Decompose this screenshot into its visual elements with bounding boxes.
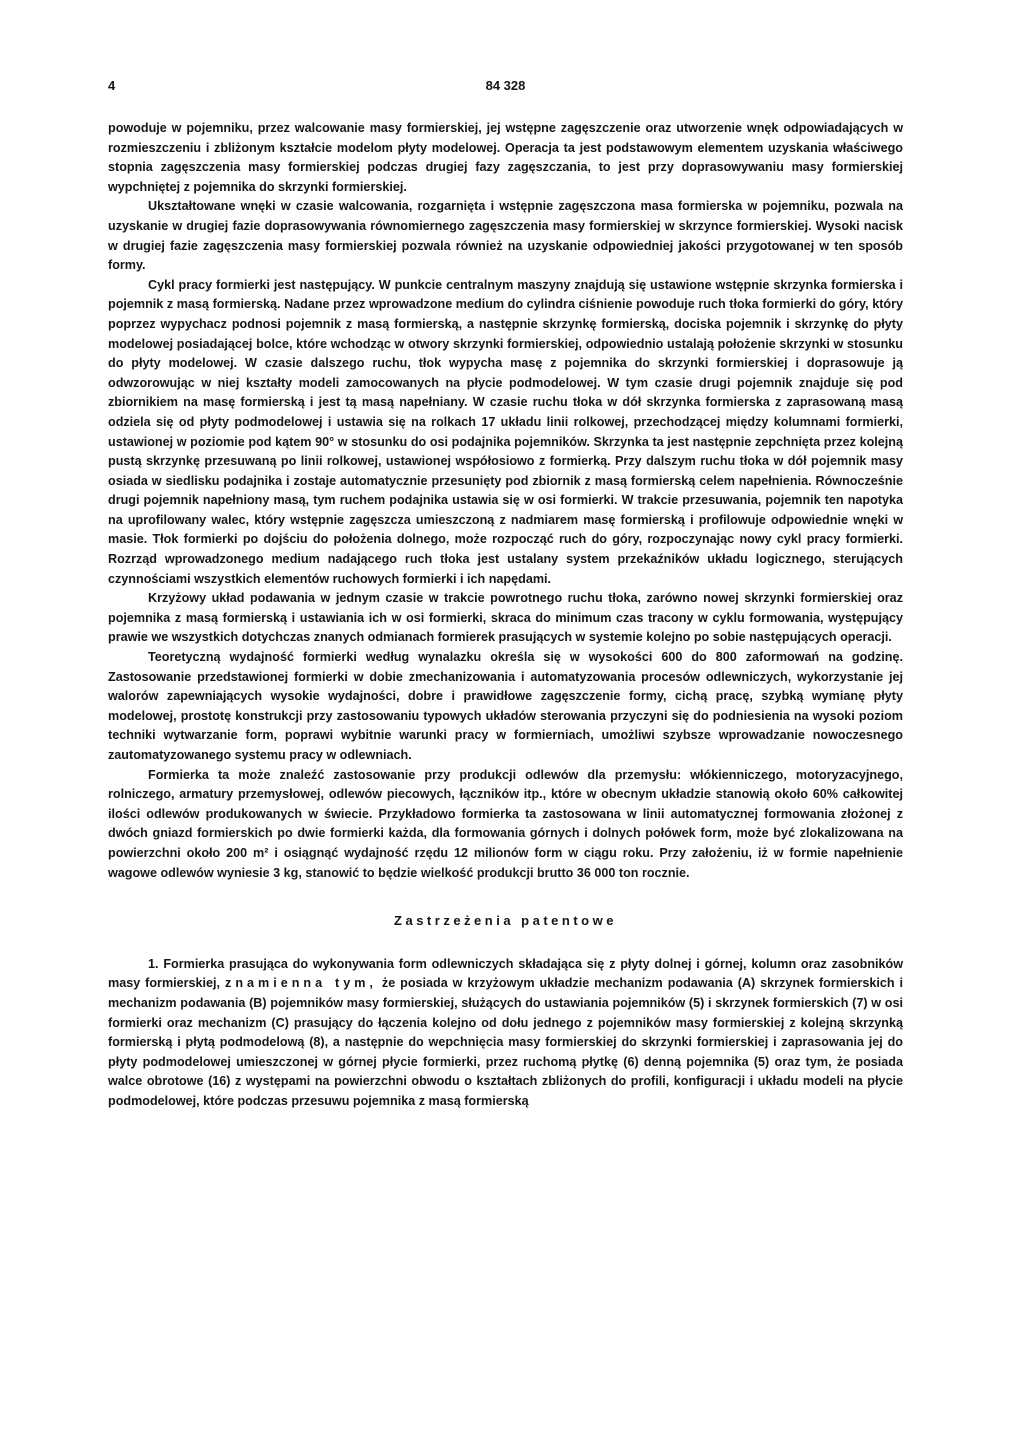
paragraph-6: Formierka ta może znaleźć zastosowanie przy produkcji odlewów dla przemysłu: włókienniczego, motoryzacyjnego, rolniczego, armatury przemysłowej, odlewów piecowych, łączników itp., które w obecnym układzie stanowią około 60% całkowitej ilości odlewów produkowanych w świecie. Przykładowo formierka ta zastosowana w linii automatycznej formowania złożonej z dwóch gniazd formierskich po dwie formierki każda, dla formowania górnych i dolnych połówek form, może być zlokalizowana na powierzchni około 200 m² i osiągnąć wydajność rzędu 12 milionów form w ciągu roku. Przy założeniu, iż w formie napełnienie wagowe odlewów wyniesie 3 kg, stanowić to będzie wielkość produkcji brutto 36 000 ton rocznie. [108, 767, 903, 880]
page-header [108, 78, 903, 100]
paragraph-2: Ukształtowane wnęki w czasie walcowania, rozgarnięta i wstępnie zagęszczona masa formierska w pojemniku, pozwala na uzyskanie w drugiej fazie doprasowywania równomiernego zagęszczenia masy formierskiej w skrzynce formierskiej. Wysoki nacisk w drugiej fazie zagęszczenia masy formierskiej pozwala również na uzyskanie odpowiedniej jakości przygotowanej w ten sposób formy. [108, 199, 903, 273]
page-number: 4 [108, 78, 116, 93]
paragraph-5: Teoretyczną wydajność formierki według wynalazku określa się w wysokości 600 do 800 zaformowań na godzinę. Zastosowanie przedstawionej formierki w dobie zmechanizowania i automatyzowania procesów odlewniczych, wykorzystanie jej walorów zapewniających wysokie wydajności, dobre i prawidłowe zagęszczenie formy, cichą pracę, szybką wymianę płyty modelowej, prostotę konstrukcji przy zastosowaniu typowych układów sterowania przyczyni się do podniesienia na wysoki poziom techniki wytwarzanie form, poprawi wybitnie warunki pracy w formierniach, umożliwi szybsze wprowadzanie nowoczesnego zautomatyzowanego systemu pracy w odlewniach. [108, 650, 903, 762]
document-body [108, 119, 903, 1112]
claim-1-text-part-a: Formierka prasująca do wykonywania form odlewniczych składająca się z płyty dolnej i górnej, kolumn oraz zasobników masy formierskiej, [108, 956, 904, 991]
claims-heading: Zastrzeżenia patentowe [394, 913, 617, 929]
patent-number: 84 328 [485, 78, 526, 93]
paragraph-3: Cykl pracy formierki jest następujący. W punkcie centralnym maszyny znajdują się ustawione wstępnie skrzynka formierska i pojemnik z masą formierską. Nadane przez wprowadzone medium do cylindra ciśnienie powoduje ruch tłoka formierki do góry, który poprzez wypychacz podnosi pojemnik z masą formierską, a następnie skrzynkę formierską, dociska pojemnik i skrzynkę do płyty modelowej posiadającej bolce, które wchodząc w otwory skrzynki formierskiej, odpowiednio ustalają położenie skrzynki w stosunku do płyty modelowej. W czasie dalszego ruchu, tłok wypycha masę z pojemnika do skrzynki formierskiej i doprasowuje ją odwzorowując w niej kształty modeli zamocowanych na płycie podmodelowej. W tym czasie drugi pojemnik znajduje się pod zbiornikiem na masę formierską i jest tą masą napełniany. W czasie ruchu tłoka w dół skrzynka formierska z zaprasowaną masą odziela się od płyty podmodelowej i ustawia się na rolkach 17 układu linii rolkowej, przechodzącej między kolumnami formierki, ustawionej w poziomie pod kątem 90° w stosunku do osi podajnika pojemników. Skrzynka ta jest następnie zepchnięta przez kolejną pustą skrzynkę przesuwaną po linii rolkowej, ustawionej współosiowo z formierką. Przy dalszym ruchu tłoka w dół pojemnik masy osiada w siedlisku podajnika i zostaje automatycznie przesunięty pod zbiornik z masą formierską celem napełnienia. Równocześnie drugi pojemnik napełniony masą, tym ruchem podajnika ustawia się w osi formierki. W trakcie przesuwania, pojemnik ten napotyka na uprofilowany walec, który wstępnie zagęszcza umieszczoną z nadmiarem masę formierską i profilowuje odpowiednie wnęki w masie. Tłok formierki po dojściu do położenia dolnego, może rozpocząć ruch do góry, rozpoczynając nowy cykl pracy formierki. Rozrząd wprowadzonego medium nadającego ruch tłoka jest ustalany system przekaźników układu logicznego, sterujących czynnościami wszystkich elementów ruchowych formierki i ich napędami. [108, 277, 903, 586]
claim-1-characterizing-phrase: znamienna tym, [225, 976, 377, 991]
claim-1 [108, 955, 903, 1112]
paragraph-4: Krzyżowy układ podawania w jednym czasie w trakcie powrotnego ruchu tłoka, zarówno nowej skrzynki formierskiej oraz pojemnika z masą formierską i ustawiania ich w osi formierki, skraca do minimum czas tracony w cyklu formowania, występujący prawie we wszystkich dotychczas znanych odmianach formierek prasujących w systemie kolejno po sobie następujących operacji. [108, 591, 903, 645]
paragraph-1: powoduje w pojemniku, przez walcowanie masy formierskiej, jej wstępne zagęszczenie oraz utworzenie wnęk odpowiadających w rozmieszczeniu i zbliżonym kształcie modelom płyty modelowej. Operacja ta jest podstawowym elementem uzyskania właściwego stopnia zagęszczenia masy formierskiej podczas drugiej fazy zagęszczania, to jest przy doprasowywaniu masy formierskiej wypchniętej z pojemnika do skrzynki formierskiej. [108, 121, 903, 194]
claim-1-text-part-b: że posiada w krzyżowym układzie mechanizm podawania (A) skrzynek formierskich i mechanizm podawania (B) pojemników masy formierskiej, służących do ustawiania pojemników (5) i skrzynek formierskich (7) w osi formierki oraz mechanizm (C) prasujący do łączenia kolejno od dołu jednego z pojemników masy formierskiej z kolejną skrzynką formierską i płytą podmodelową (8), a następnie do wepchnięcia masy formierskiej do skrzynki formierskiej i zaprasowania jej do płyty podmodelowej umieszczonej w górnej płycie formierki, przez ruchomą płytkę (6) denną pojemnika (5) oraz tym, że posiada walce obrotowe (16) z występami na powierzchni obwodu o kształtach zbliżonych do profili, konfiguracji i układu modeli na płycie podmodelowej, które podczas przesuwu pojemnika z masą formierską [108, 976, 904, 1108]
claim-number: 1. [148, 956, 159, 971]
